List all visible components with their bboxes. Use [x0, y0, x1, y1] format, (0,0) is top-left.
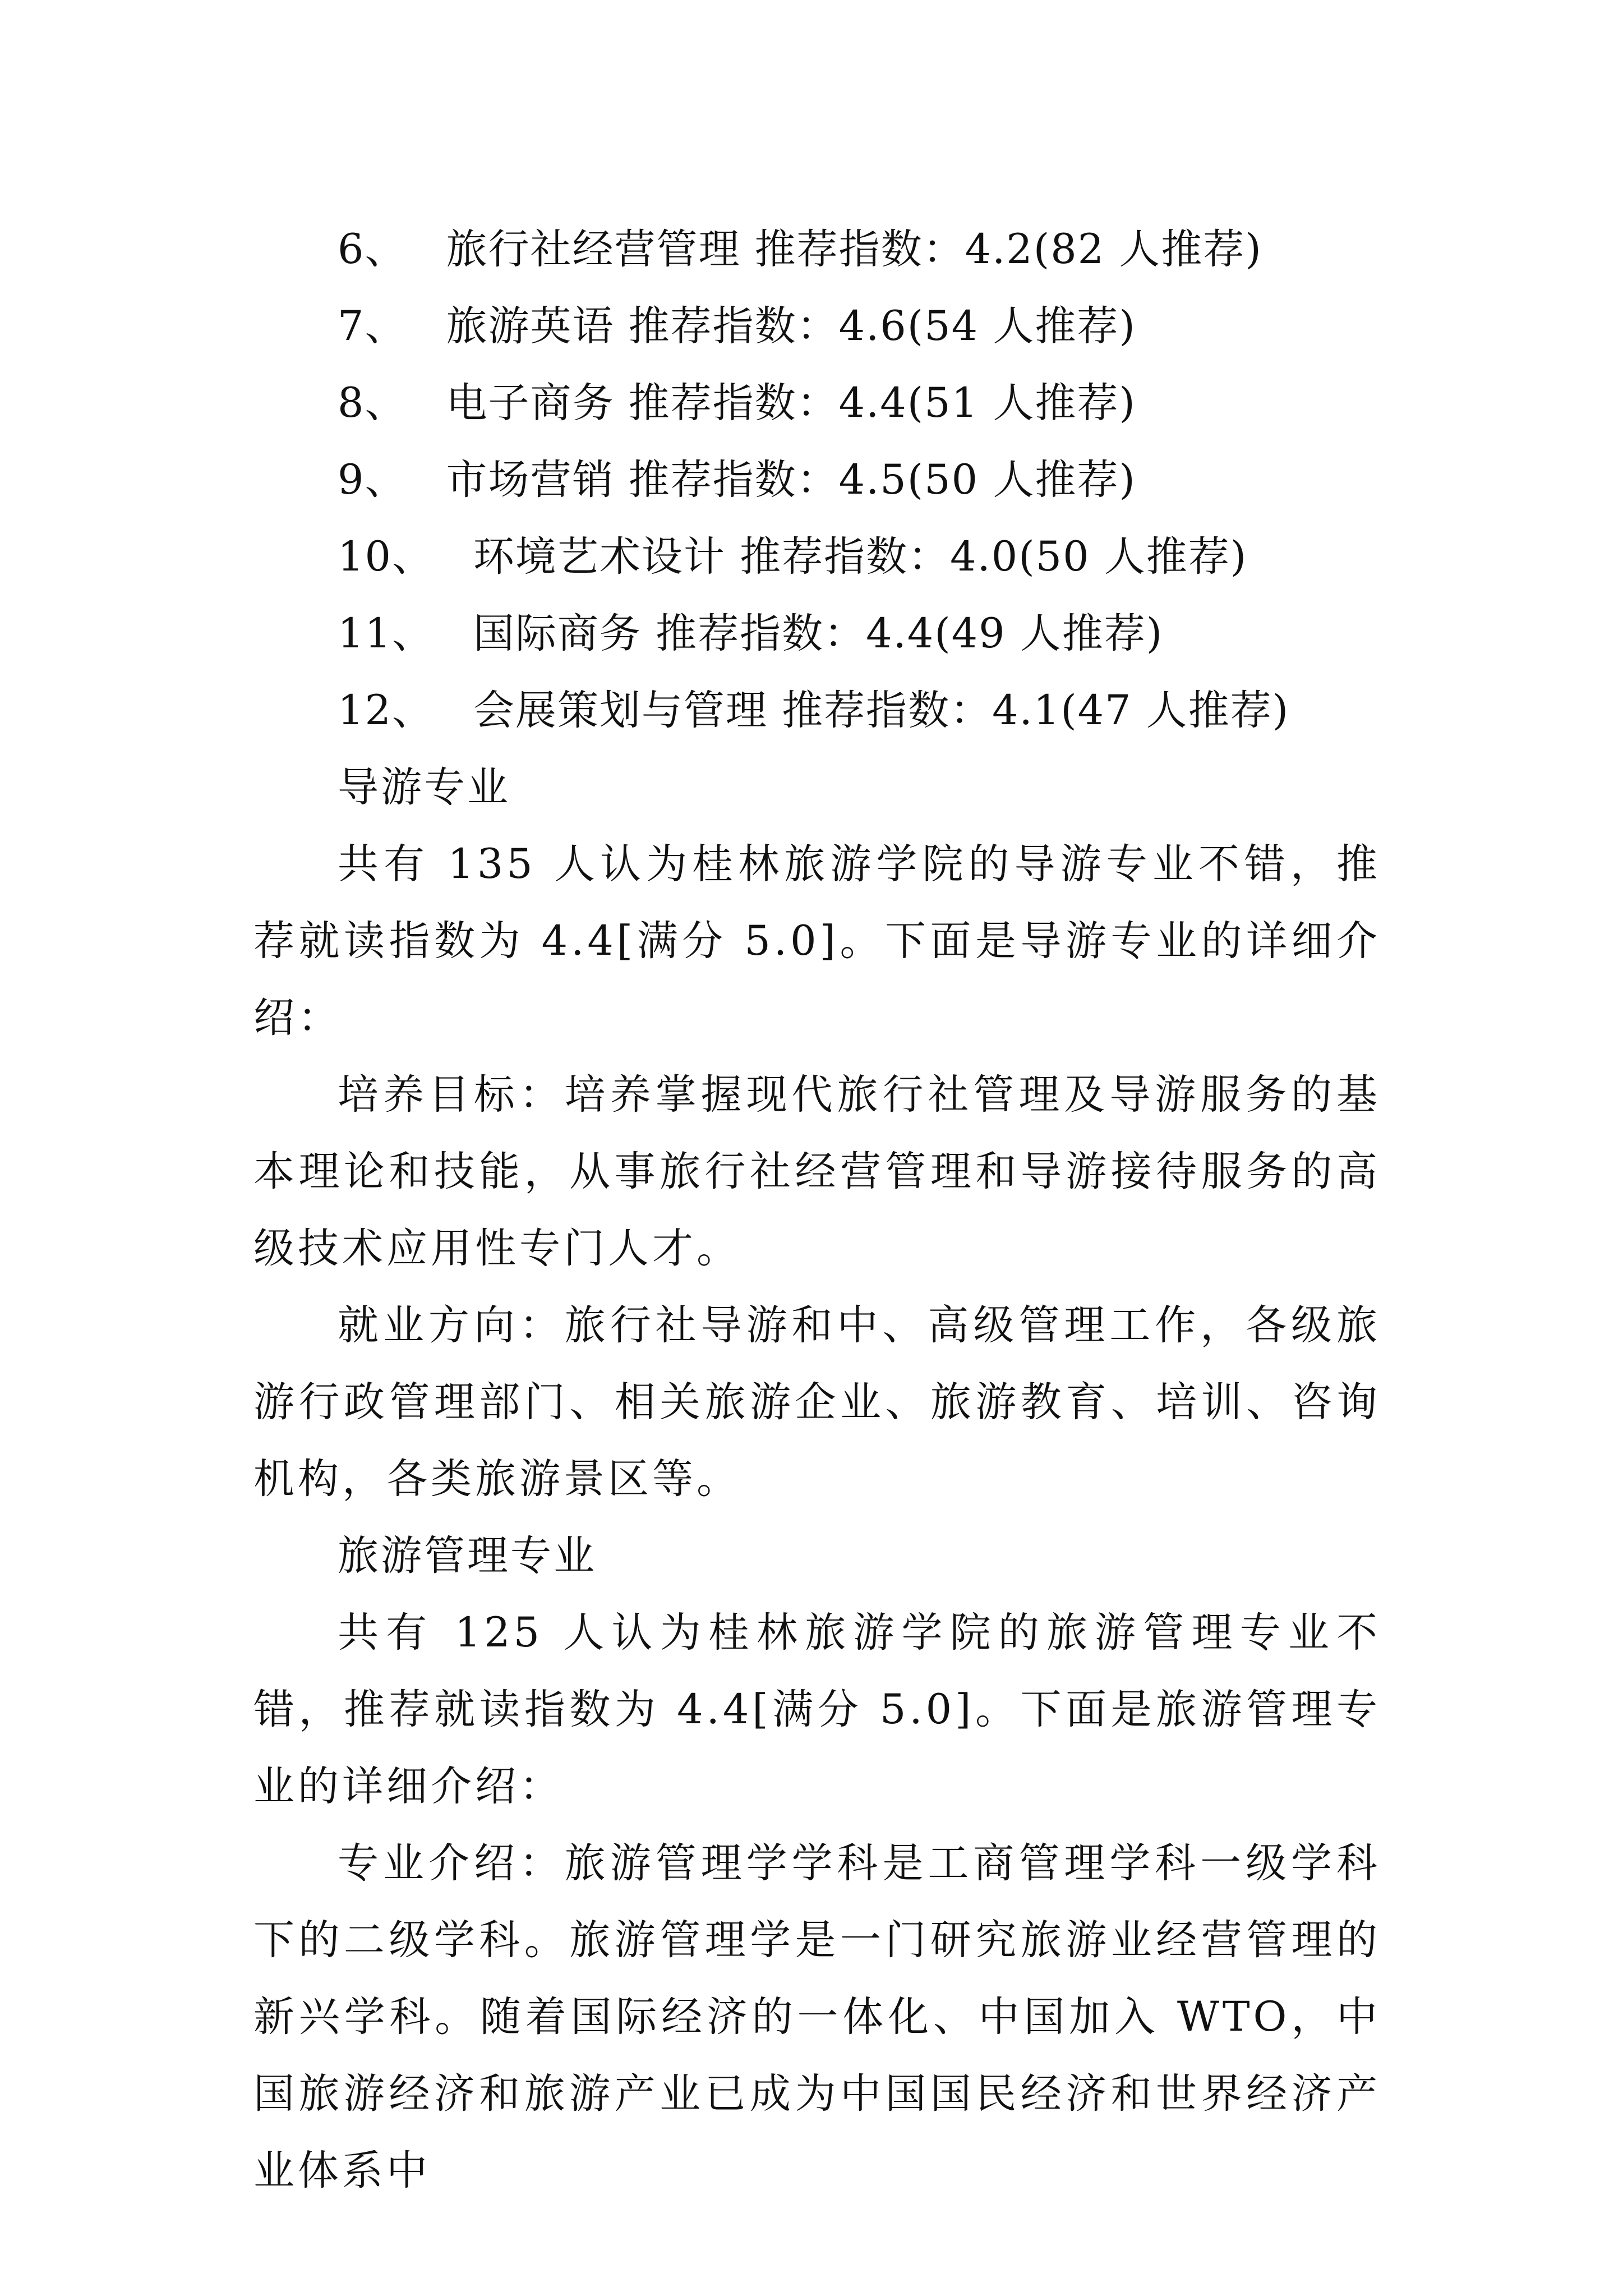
list-item — [253, 672, 1381, 749]
ranking-list — [253, 211, 1381, 749]
list-item — [253, 518, 1381, 595]
list-item-number: 7、 — [338, 302, 407, 350]
list-item-number: 11、 — [338, 610, 434, 657]
list-item-text: 市场营销 推荐指数：4.5(50 人推荐) — [446, 456, 1136, 504]
section-heading-guide: 导游专业 — [338, 763, 510, 811]
list-item-text: 旅游英语 推荐指数：4.6(54 人推荐) — [446, 302, 1136, 350]
list-item — [253, 595, 1381, 672]
section-heading-tourism-management: 旅游管理专业 — [338, 1532, 597, 1580]
guide-employment-paragraph: 就业方向：旅行社导游和中、高级管理工作，各级旅游行政管理部门、相关旅游企业、旅游教育、培训、咨询机构，各类旅游景区等。 — [253, 1301, 1381, 1503]
list-item-text: 电子商务 推荐指数：4.4(51 人推荐) — [446, 379, 1136, 427]
list-item-number: 10、 — [338, 533, 434, 581]
list-item-text: 环境艺术设计 推荐指数：4.0(50 人推荐) — [473, 533, 1248, 581]
list-item — [253, 211, 1381, 288]
list-item — [253, 441, 1381, 518]
list-item-text: 旅行社经营管理 推荐指数：4.2(82 人推荐) — [446, 226, 1262, 273]
list-item-number: 9、 — [338, 456, 407, 504]
page-content — [253, 211, 1381, 2209]
list-item-number: 6、 — [338, 226, 407, 273]
tourism-management-description-paragraph: 专业介绍：旅游管理学学科是工商管理学科一级学科下的二级学科。旅游管理学是一门研究旅游业经营管理的新兴学科。随着国际经济的一体化、中国加入 WTO，中国旅游经济和旅游产业已成为中国国民经济和世界经济产业体系中 — [253, 1839, 1381, 2194]
list-item — [253, 365, 1381, 441]
list-item-number: 8、 — [338, 379, 407, 427]
tourism-management-intro-paragraph: 共有 125 人认为桂林旅游学院的旅游管理专业不错，推荐就读指数为 4.4[满分 5.0]。下面是旅游管理专业的详细介绍： — [253, 1609, 1381, 1810]
list-item-text: 国际商务 推荐指数：4.4(49 人推荐) — [473, 610, 1164, 657]
list-item — [253, 288, 1381, 365]
guide-objective-paragraph: 培养目标：培养掌握现代旅行社管理及导游服务的基本理论和技能，从事旅行社经营管理和导游接待服务的高级技术应用性专门人才。 — [253, 1071, 1381, 1272]
list-item-number: 12、 — [338, 687, 434, 734]
guide-intro-paragraph: 共有 135 人认为桂林旅游学院的导游专业不错，推荐就读指数为 4.4[满分 5.0]。下面是导游专业的详细介绍： — [253, 840, 1381, 1042]
list-item-text: 会展策划与管理 推荐指数：4.1(47 人推荐) — [473, 687, 1290, 734]
